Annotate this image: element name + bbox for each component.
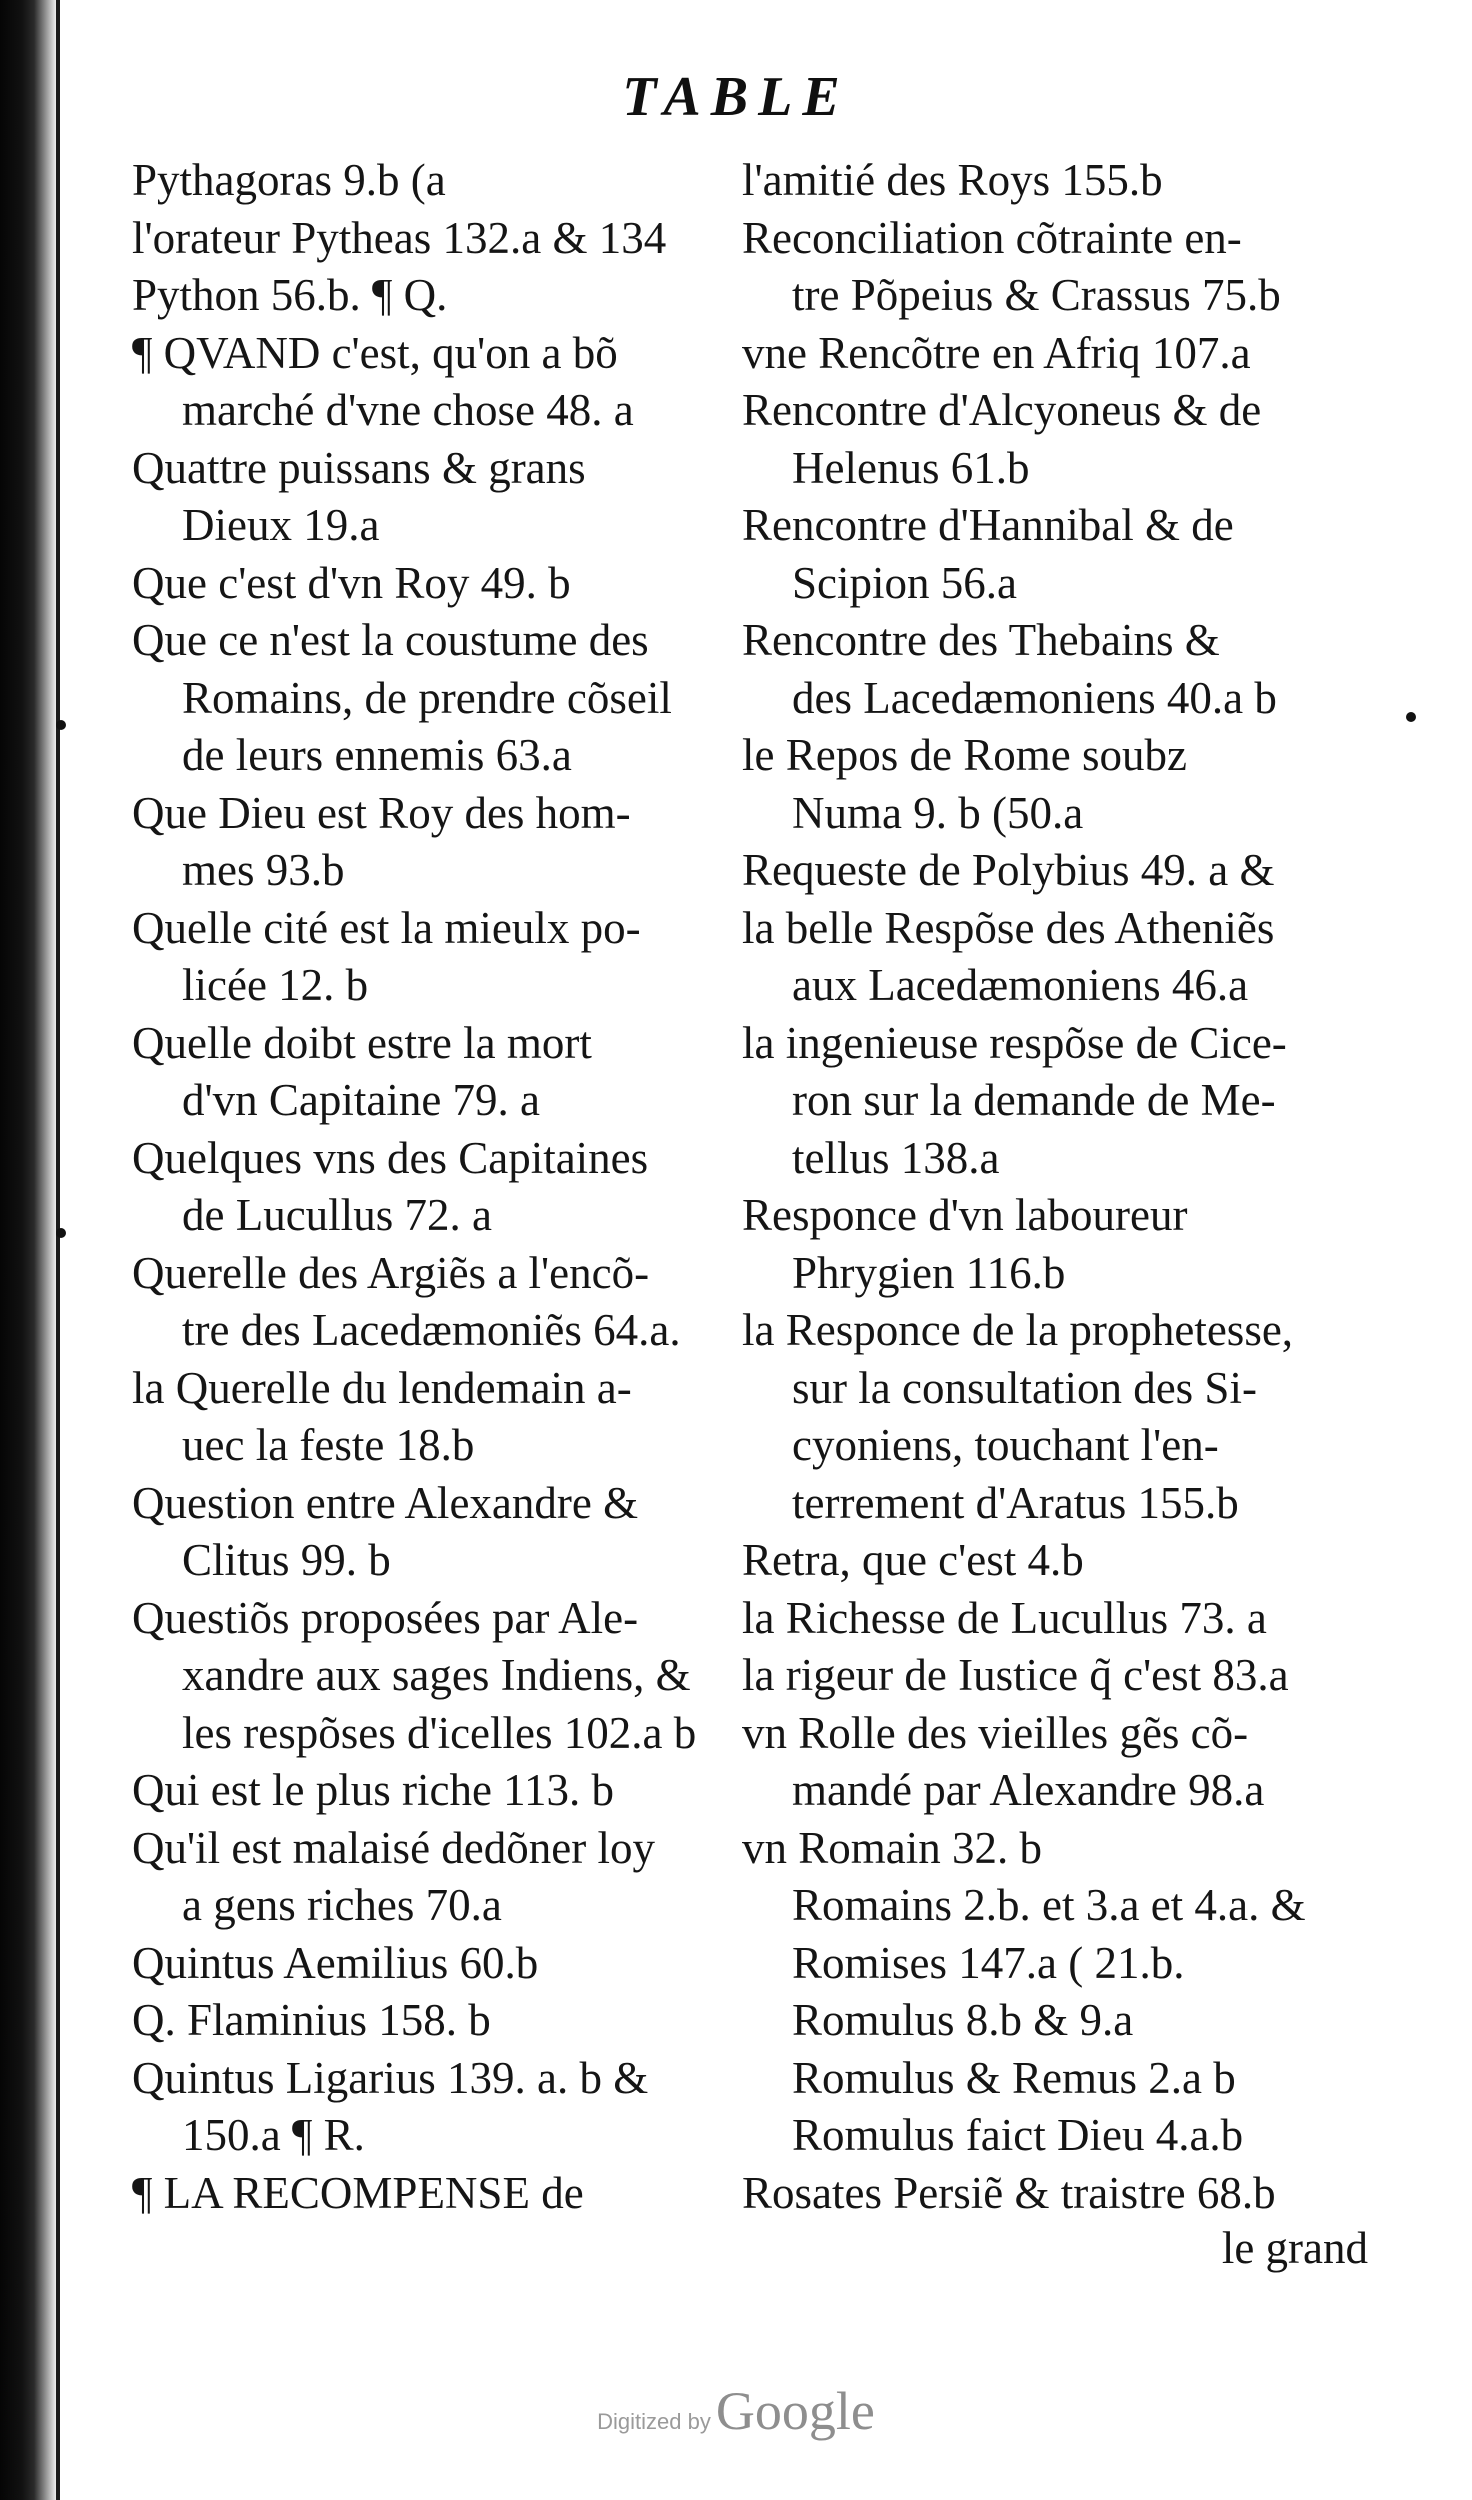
ink-speck bbox=[56, 1228, 66, 1238]
watermark-prefix: Digitized by bbox=[597, 2409, 711, 2434]
index-entry-left: les respõses d'icelles 102.a b bbox=[182, 1707, 697, 1758]
index-entry-left: de Lucullus 72. a bbox=[182, 1190, 492, 1240]
index-entry-right: la belle Respõse des Atheniẽs bbox=[742, 902, 1275, 953]
digitization-watermark bbox=[0, 2380, 1472, 2442]
index-entry-left: de leurs ennemis 63.a bbox=[182, 730, 572, 780]
index-entry-right: vn Rolle des vieilles gẽs cõ- bbox=[742, 1707, 1249, 1758]
index-entry-left: Quattre puissans & grans bbox=[132, 442, 586, 493]
index-entry-left: Quelle doibt estre la mort bbox=[132, 1017, 592, 1068]
index-column-left bbox=[132, 152, 732, 2222]
index-entry-left: Quelle cité est la mieulx po- bbox=[132, 902, 641, 953]
index-entry-left: Questiõs proposées par Ale- bbox=[132, 1592, 639, 1643]
index-entry-right: aux Lacedæmoniens 46.a bbox=[792, 960, 1249, 1010]
index-entry-left: l'orateur Pytheas 132.a & 134 bbox=[132, 212, 667, 263]
index-entry-right: Romains 2.b. et 3.a et 4.a. & bbox=[792, 1880, 1306, 1930]
index-entry-right: Rencontre d'Hannibal & de bbox=[742, 500, 1234, 550]
index-entry-right: Retra, que c'est 4.b bbox=[742, 1535, 1084, 1585]
index-entry-right: Rosates Persiẽ & traistre 68.b bbox=[742, 2167, 1276, 2218]
index-entry-left: Que ce n'est la coustume des bbox=[132, 615, 649, 665]
index-entry-right: le Repos de Rome soubz bbox=[742, 730, 1187, 780]
index-entry-right: la ingenieuse respõse de Cice- bbox=[742, 1017, 1287, 1068]
index-entry-left: Quintus Aemilius 60.b bbox=[132, 1937, 539, 1988]
index-entry-right: Numa 9. b (50.a bbox=[792, 787, 1084, 838]
index-entry-right: sur la consultation des Si- bbox=[792, 1362, 1257, 1413]
index-entry-left: xandre aux sages Indiens, & bbox=[182, 1650, 691, 1700]
index-entry-right: des Lacedæmoniens 40.a b bbox=[792, 672, 1277, 723]
index-entry-right: la rigeur de Iustice q̃ c'est 83.a bbox=[742, 1650, 1289, 1700]
index-entry-left: mes 93.b bbox=[182, 845, 345, 895]
index-entry-left: Question entre Alexandre & bbox=[132, 1477, 639, 1528]
index-entry-left: uec la feste 18.b bbox=[182, 1420, 475, 1470]
index-entry-right: mandé par Alexandre 98.a bbox=[792, 1765, 1265, 1815]
index-entry-left: Romains, de prendre cõseil bbox=[182, 672, 672, 723]
index-entry-right: Scipion 56.a bbox=[792, 557, 1017, 608]
index-entry-right: vne Rencõtre en Afriq 107.a bbox=[742, 327, 1251, 378]
index-entry-right: Responce d'vn laboureur bbox=[742, 1190, 1188, 1240]
index-entry-right: Romulus 8.b & 9.a bbox=[792, 1995, 1134, 2045]
index-entry-left: marché d'vne chose 48. a bbox=[182, 385, 634, 435]
index-entry-right: vn Romain 32. b bbox=[742, 1822, 1042, 1873]
index-entry-left: Quintus Ligarius 139. a. b & bbox=[132, 2052, 649, 2103]
index-entry-right: terrement d'Aratus 155.b bbox=[792, 1477, 1239, 1528]
index-entry-right: tellus 138.a bbox=[792, 1132, 1000, 1183]
index-entry-right: cyoniens, touchant l'en- bbox=[792, 1420, 1219, 1470]
index-entry-left: Pythagoras 9.b (a bbox=[132, 155, 446, 205]
catchword: le grand bbox=[1221, 2223, 1368, 2273]
index-entry-left: Querelle des Argiẽs a l'encõ- bbox=[132, 1247, 650, 1298]
index-entry-left: Quelques vns des Capitaines bbox=[132, 1132, 649, 1183]
index-entry-left: a gens riches 70.a bbox=[182, 1880, 502, 1930]
index-entry-left: Python 56.b. ¶ Q. bbox=[132, 270, 448, 320]
binding-line bbox=[56, 0, 60, 2500]
index-entry-left: 150.a ¶ R. bbox=[182, 2110, 365, 2160]
index-entry-left: tre des Lacedæmoniẽs 64.a. bbox=[182, 1305, 681, 1355]
index-entry-right: la Responce de la prophetesse, bbox=[742, 1305, 1294, 1355]
index-entry-right: Helenus 61.b bbox=[792, 442, 1030, 493]
index-entry-right: la Richesse de Lucullus 73. a bbox=[742, 1592, 1267, 1643]
index-entry-left: ¶ QVAND c'est, qu'on a bõ bbox=[132, 327, 618, 378]
index-entry-left: la Querelle du lendemain a- bbox=[132, 1362, 632, 1413]
index-entry-left: Qu'il est malaisé dedõner loy bbox=[132, 1822, 655, 1873]
watermark-brand: Google bbox=[715, 2381, 875, 2441]
index-entry-right: Requeste de Polybius 49. a & bbox=[742, 845, 1275, 895]
running-head: TABLE bbox=[622, 66, 850, 128]
index-entry-right: Reconciliation cõtrainte en- bbox=[742, 212, 1242, 263]
index-entry-right: l'amitié des Roys 155.b bbox=[742, 155, 1163, 205]
index-entry-right: Rencontre d'Alcyoneus & de bbox=[742, 385, 1262, 435]
index-entry-left: d'vn Capitaine 79. a bbox=[182, 1075, 541, 1125]
index-entry-right: Romises 147.a ( 21.b. bbox=[792, 1937, 1185, 1988]
index-entry-left: Dieux 19.a bbox=[182, 500, 380, 550]
index-column-right bbox=[742, 152, 1362, 2222]
ink-speck bbox=[1406, 712, 1416, 722]
index-entry-left: Que c'est d'vn Roy 49. b bbox=[132, 557, 571, 608]
index-entry-right: ron sur la demande de Me- bbox=[792, 1075, 1276, 1125]
index-entry-right: Phrygien 116.b bbox=[792, 1247, 1066, 1298]
index-entry-left: Clitus 99. b bbox=[182, 1535, 391, 1585]
index-entry-right: Romulus & Remus 2.a b bbox=[792, 2052, 1236, 2103]
index-entry-right: tre Põpeius & Crassus 75.b bbox=[792, 270, 1281, 320]
index-entry-right: Rencontre des Thebains & bbox=[742, 615, 1220, 665]
ink-speck bbox=[56, 720, 66, 730]
index-entry-left: Qui est le plus riche 113. b bbox=[132, 1765, 614, 1815]
index-entry-left: Que Dieu est Roy des hom- bbox=[132, 787, 631, 838]
page-edge-shadow bbox=[0, 0, 58, 2500]
index-entry-right: Romulus faict Dieu 4.a.b bbox=[792, 2110, 1244, 2160]
index-entry-left: Q. Flaminius 158. b bbox=[132, 1995, 491, 2045]
index-entry-left: ¶ LA RECOMPENSE de bbox=[132, 2167, 584, 2218]
index-entry-left: licée 12. b bbox=[182, 960, 369, 1010]
